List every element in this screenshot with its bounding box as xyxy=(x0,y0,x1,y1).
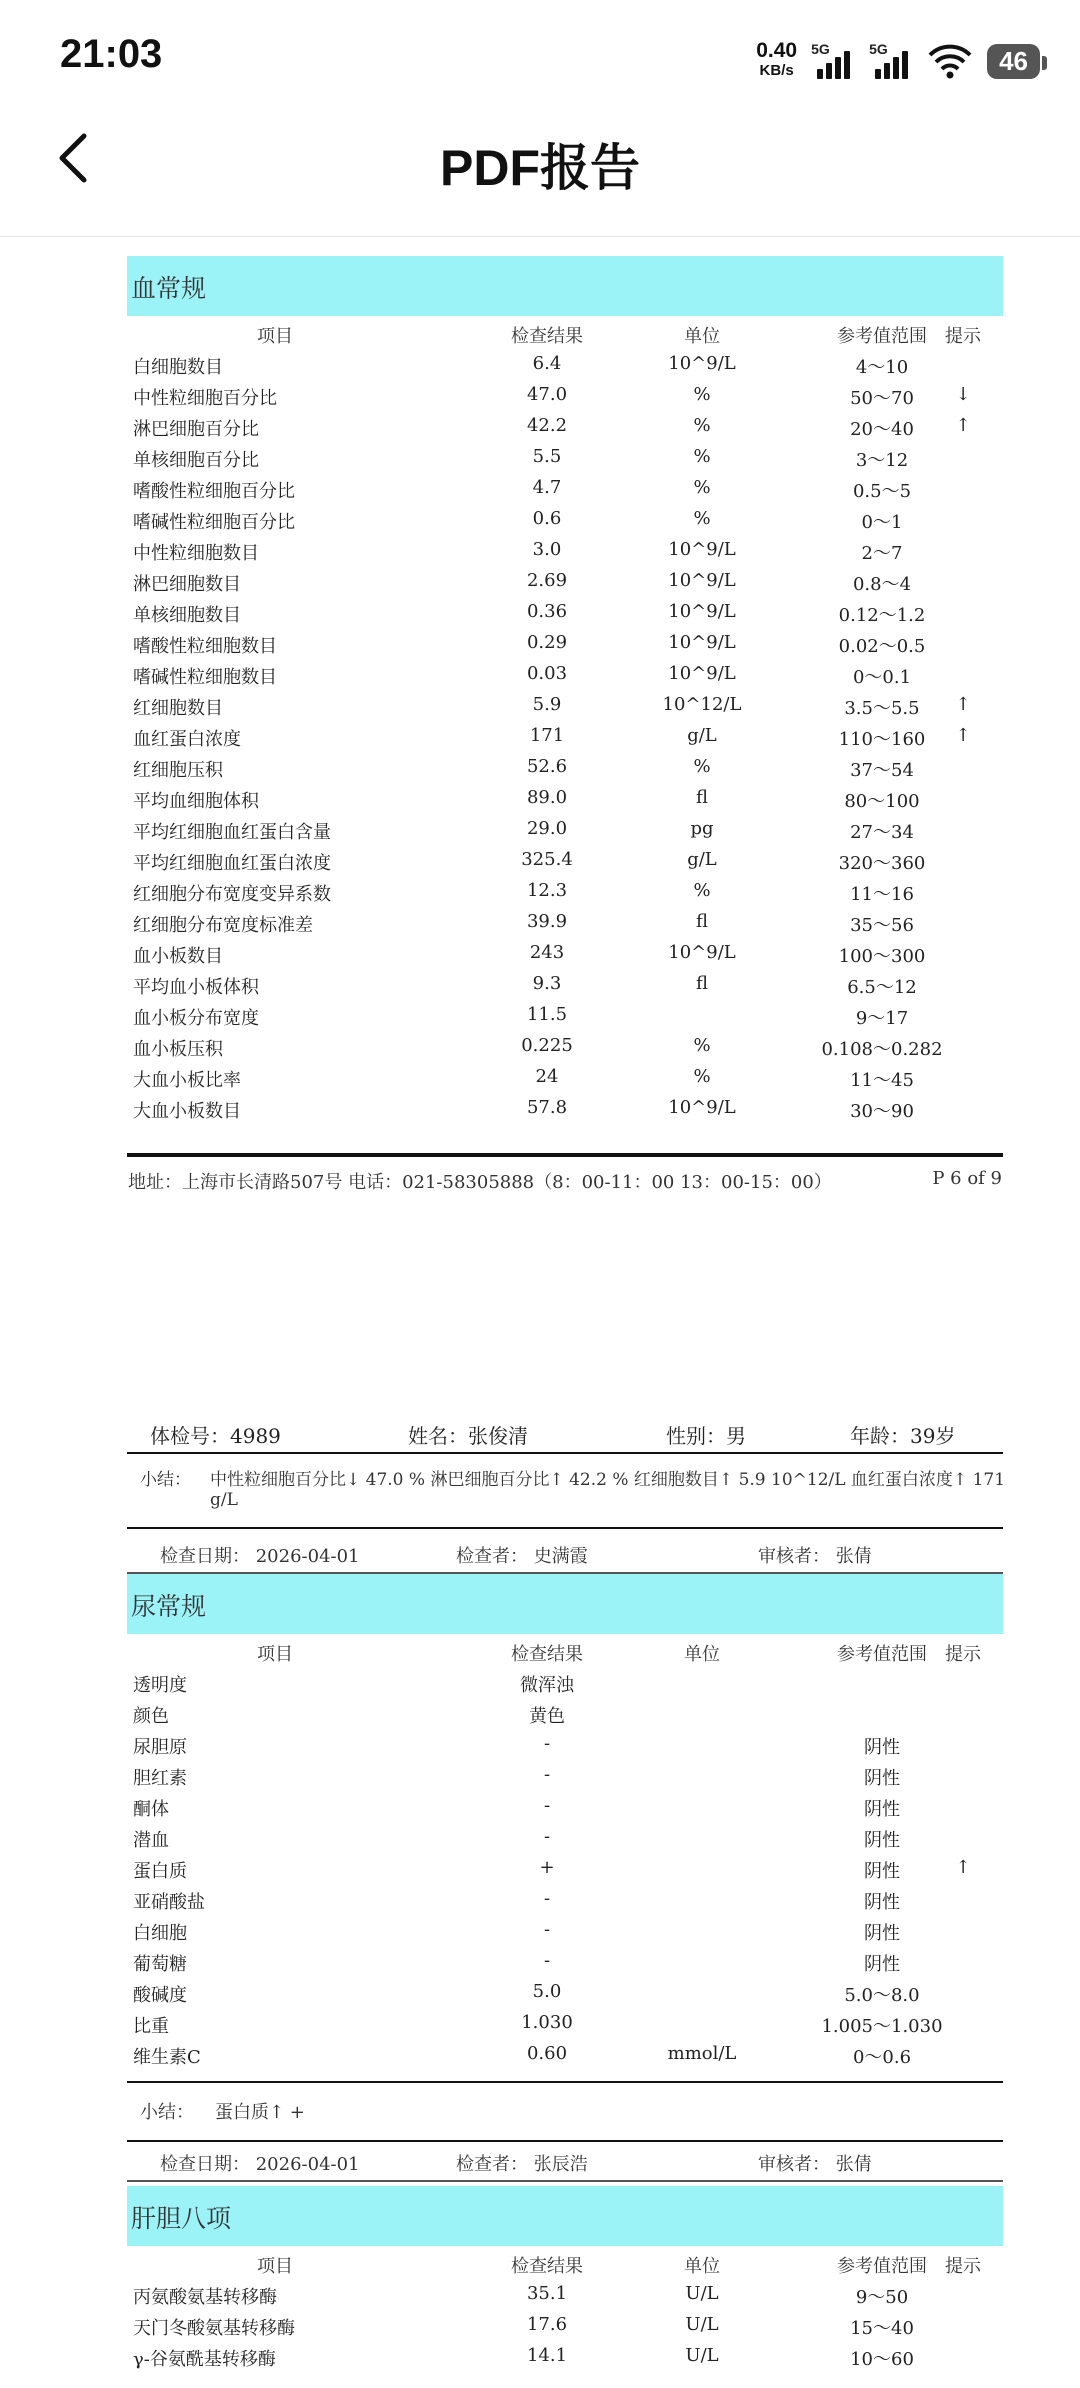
sim1-label: 5G xyxy=(811,41,830,57)
item-flag: ↑ xyxy=(955,415,971,436)
item-ref: 110～160 xyxy=(838,729,926,750)
item-name: 蛋白质 xyxy=(133,1861,187,1882)
item-unit: U/L xyxy=(685,2283,719,2304)
urine-table xyxy=(127,1634,1003,2068)
net-speed-value: 0.40 xyxy=(756,39,798,62)
item-flag: ↑ xyxy=(955,725,971,746)
item-ref: 阴性 xyxy=(864,1799,900,1820)
table-row xyxy=(127,1029,1003,1060)
item-result: 57.8 xyxy=(526,1097,568,1118)
item-name: 亚硝酸盐 xyxy=(133,1892,205,1913)
item-result: 6.4 xyxy=(532,353,562,374)
item-ref: 20～40 xyxy=(850,419,914,440)
item-result: 29.0 xyxy=(526,818,568,839)
exam-date: 检查日期： 2026-04-01 xyxy=(160,1546,360,1567)
item-result: 9.3 xyxy=(532,973,562,994)
item-name: 中性粒细胞百分比 xyxy=(133,388,277,409)
table-row xyxy=(127,347,1003,378)
item-ref: 3.5～5.5 xyxy=(844,698,920,719)
summary-label: 小结： xyxy=(140,2102,194,2123)
col-ref: 参考值范围 xyxy=(837,2256,927,2277)
divider xyxy=(127,1527,1003,1529)
summary-blood xyxy=(140,1470,1006,1514)
item-name: 天门冬酸氨基转移酶 xyxy=(133,2318,295,2339)
item-ref: 6.5～12 xyxy=(847,977,917,998)
table-row xyxy=(127,626,1003,657)
item-ref: 阴性 xyxy=(864,1954,900,1975)
item-result: - xyxy=(543,1950,551,1971)
table-row xyxy=(127,1913,1003,1944)
table-row xyxy=(127,967,1003,998)
item-ref: 阴性 xyxy=(864,1861,900,1882)
col-result: 检查结果 xyxy=(511,1644,583,1665)
item-result: 39.9 xyxy=(526,911,568,932)
item-name: 嗜碱性粒细胞百分比 xyxy=(133,512,295,533)
item-name: 血红蛋白浓度 xyxy=(133,729,241,750)
table-row xyxy=(127,440,1003,471)
divider xyxy=(127,2180,1003,2182)
table-row xyxy=(127,1060,1003,1091)
section-title: 肝胆八项 xyxy=(131,2204,232,2233)
item-name: 酮体 xyxy=(133,1799,169,1820)
page-footer xyxy=(128,1168,1002,1194)
item-ref: 0～0.6 xyxy=(852,2047,912,2068)
table-row xyxy=(127,1727,1003,1758)
item-ref: 阴性 xyxy=(864,1768,900,1789)
item-result: 0.03 xyxy=(526,663,568,684)
table-row xyxy=(127,2339,1003,2370)
item-unit: 10^9/L xyxy=(668,1097,736,1118)
app-bar xyxy=(0,118,1080,237)
item-ref: 11～45 xyxy=(850,1070,914,1091)
item-result: 35.1 xyxy=(526,2283,568,2304)
item-unit: fl xyxy=(695,973,708,994)
section-header-liver xyxy=(127,2186,1003,2246)
item-result: - xyxy=(543,1919,551,1940)
item-name: 红细胞分布宽度标准差 xyxy=(133,915,313,936)
item-ref: 27～34 xyxy=(850,822,914,843)
item-ref: 15～40 xyxy=(850,2318,914,2339)
patient-name: 姓名：张俊清 xyxy=(408,1424,528,1448)
divider xyxy=(127,2140,1003,2142)
item-result: - xyxy=(543,1795,551,1816)
item-ref: 11～16 xyxy=(850,884,914,905)
item-result: 47.0 xyxy=(526,384,568,405)
item-name: 淋巴细胞数目 xyxy=(133,574,241,595)
table-row xyxy=(127,874,1003,905)
table-row xyxy=(127,595,1003,626)
col-ref: 参考值范围 xyxy=(837,1644,927,1665)
item-ref: 50～70 xyxy=(850,388,914,409)
col-result: 检查结果 xyxy=(511,326,583,347)
item-name: 血小板分布宽度 xyxy=(133,1008,259,1029)
table-row xyxy=(127,1091,1003,1122)
item-name: 维生素C xyxy=(133,2047,201,2068)
page-title: PDF报告 xyxy=(440,140,640,196)
item-unit: 10^9/L xyxy=(668,942,736,963)
item-name: 大血小板比率 xyxy=(133,1070,241,1091)
exam-date: 检查日期： 2026-04-01 xyxy=(160,2154,360,2175)
item-name: 比重 xyxy=(133,2016,169,2037)
col-unit: 单位 xyxy=(684,2256,720,2277)
table-row xyxy=(127,1882,1003,1913)
sim2-label: 5G xyxy=(869,41,888,57)
table-row xyxy=(127,1789,1003,1820)
item-ref: 3～12 xyxy=(855,450,909,471)
examiner: 检查者： 张辰浩 xyxy=(456,2154,588,2175)
table-row xyxy=(127,471,1003,502)
section-title: 尿常规 xyxy=(131,1592,207,1621)
table-row xyxy=(127,1944,1003,1975)
table-row xyxy=(127,905,1003,936)
table-row xyxy=(127,781,1003,812)
item-unit: 10^9/L xyxy=(668,353,736,374)
item-result: + xyxy=(539,1857,555,1878)
summary-label: 小结： xyxy=(140,1470,191,1490)
item-result: 4.7 xyxy=(532,477,562,498)
item-unit: 10^9/L xyxy=(668,570,736,591)
item-name: 平均血小板体积 xyxy=(133,977,259,998)
table-row xyxy=(127,936,1003,967)
item-ref: 9～17 xyxy=(855,1008,909,1029)
item-unit: g/L xyxy=(687,725,717,746)
clock: 21:03 xyxy=(60,32,163,76)
item-result: 14.1 xyxy=(526,2345,568,2366)
section-header-blood xyxy=(127,256,1003,316)
item-ref: 320～360 xyxy=(838,853,926,874)
status-bar xyxy=(0,0,1080,118)
item-name: 单核细胞百分比 xyxy=(133,450,259,471)
item-unit: 10^9/L xyxy=(668,663,736,684)
item-unit: U/L xyxy=(685,2345,719,2366)
item-name: 潜血 xyxy=(133,1830,169,1851)
item-name: 嗜酸性粒细胞数目 xyxy=(133,636,277,657)
item-unit: % xyxy=(693,1035,711,1056)
item-result: 171 xyxy=(529,725,565,746)
item-name: 平均血细胞体积 xyxy=(133,791,259,812)
col-flag: 提示 xyxy=(945,2256,981,2277)
item-name: 透明度 xyxy=(133,1675,187,1696)
page-divider xyxy=(127,1153,1003,1157)
item-ref: 9～50 xyxy=(855,2287,909,2308)
item-name: 单核细胞数目 xyxy=(133,605,241,626)
table-row xyxy=(127,1851,1003,1882)
item-ref: 30～90 xyxy=(850,1101,914,1122)
item-unit: % xyxy=(693,384,711,405)
item-name: 红细胞压积 xyxy=(133,760,223,781)
battery-icon xyxy=(987,44,1040,79)
item-result: 52.6 xyxy=(526,756,568,777)
item-name: 红细胞数目 xyxy=(133,698,223,719)
wifi-icon xyxy=(927,43,973,79)
col-flag: 提示 xyxy=(945,326,981,347)
item-unit: U/L xyxy=(685,2314,719,2335)
liver-table xyxy=(127,2246,1003,2370)
item-result: 微浑浊 xyxy=(520,1675,574,1696)
summary-text: 中性粒细胞百分比↓ 47.0 % 淋巴细胞百分比↑ 42.2 % 红细胞数目↑ 5.9 10^12/L 血红蛋白浓度↑ 171 g/L xyxy=(210,1470,1006,1510)
item-name: 尿胆原 xyxy=(133,1737,187,1758)
item-name: 酸碱度 xyxy=(133,1985,187,2006)
pdf-document[interactable] xyxy=(0,236,1080,2388)
item-ref: 0.5～5 xyxy=(852,481,912,502)
item-result: 17.6 xyxy=(526,2314,568,2335)
item-unit: 10^9/L xyxy=(668,539,736,560)
item-name: 大血小板数目 xyxy=(133,1101,241,1122)
col-result: 检查结果 xyxy=(511,2256,583,2277)
item-unit: % xyxy=(693,880,711,901)
item-unit: 10^9/L xyxy=(668,632,736,653)
footer-address: 地址：上海市长清路507号 电话：021-58305888（8：00-11：00 13：00-15：00） xyxy=(128,1172,832,1193)
table-row xyxy=(127,378,1003,409)
item-result: 325.4 xyxy=(521,849,573,870)
item-ref: 2～7 xyxy=(861,543,903,564)
item-flag: ↑ xyxy=(955,1857,971,1878)
table-row xyxy=(127,843,1003,874)
item-result: 0.225 xyxy=(521,1035,573,1056)
item-name: 嗜酸性粒细胞百分比 xyxy=(133,481,295,502)
item-ref: 阴性 xyxy=(864,1892,900,1913)
item-result: 3.0 xyxy=(532,539,562,560)
item-unit: % xyxy=(693,1066,711,1087)
item-result: - xyxy=(543,1733,551,1754)
section-title: 血常规 xyxy=(131,274,207,303)
table-row xyxy=(127,1665,1003,1696)
item-result: - xyxy=(543,1764,551,1785)
item-ref: 0～1 xyxy=(861,512,903,533)
net-speed xyxy=(756,41,797,81)
patient-sex: 性别：男 xyxy=(666,1424,746,1448)
item-result: 89.0 xyxy=(526,787,568,808)
item-unit: 10^9/L xyxy=(668,601,736,622)
table-header xyxy=(127,1634,1003,1665)
divider xyxy=(127,2081,1003,2083)
item-result: 1.030 xyxy=(521,2012,573,2033)
item-ref: 35～56 xyxy=(850,915,914,936)
col-unit: 单位 xyxy=(684,326,720,347)
page-number: P 6 of 9 xyxy=(932,1168,1002,1189)
item-flag: ↓ xyxy=(955,384,971,405)
item-name: 平均红细胞血红蛋白含量 xyxy=(133,822,331,843)
patient-age: 年龄：39岁 xyxy=(850,1424,956,1448)
item-unit: % xyxy=(693,446,711,467)
item-ref: 100～300 xyxy=(838,946,926,967)
table-row xyxy=(127,688,1003,719)
item-result: 0.36 xyxy=(526,601,568,622)
table-row xyxy=(127,2277,1003,2308)
table-row xyxy=(127,1758,1003,1789)
item-name: 颜色 xyxy=(133,1706,169,1727)
col-unit: 单位 xyxy=(684,1644,720,1665)
item-result: 11.5 xyxy=(526,1004,568,1025)
item-result: 0.6 xyxy=(532,508,562,529)
item-ref: 0～0.1 xyxy=(852,667,912,688)
table-header xyxy=(127,2246,1003,2277)
item-ref: 10～60 xyxy=(850,2349,914,2370)
item-result: 黄色 xyxy=(529,1706,565,1727)
table-row xyxy=(127,2037,1003,2068)
item-ref: 4～10 xyxy=(855,357,909,378)
item-name: 血小板数目 xyxy=(133,946,223,967)
item-unit: pg xyxy=(690,818,714,839)
item-unit: fl xyxy=(695,911,708,932)
item-flag: ↑ xyxy=(955,694,971,715)
table-row xyxy=(127,1975,1003,2006)
col-flag: 提示 xyxy=(945,1644,981,1665)
divider xyxy=(127,1452,1003,1454)
item-ref: 5.0～8.0 xyxy=(844,1985,920,2006)
item-result: 24 xyxy=(535,1066,559,1087)
table-row xyxy=(127,2308,1003,2339)
item-ref: 阴性 xyxy=(864,1923,900,1944)
table-row xyxy=(127,502,1003,533)
table-row xyxy=(127,533,1003,564)
exam-id: 体检号：4989 xyxy=(150,1424,281,1448)
signal-icon xyxy=(869,43,913,79)
item-unit: % xyxy=(693,508,711,529)
item-unit: % xyxy=(693,477,711,498)
item-name: 葡萄糖 xyxy=(133,1954,187,1975)
item-ref: 阴性 xyxy=(864,1737,900,1758)
item-result: 243 xyxy=(529,942,565,963)
item-unit: g/L xyxy=(687,849,717,870)
item-name: 嗜碱性粒细胞数目 xyxy=(133,667,277,688)
item-result: 5.9 xyxy=(532,694,562,715)
item-ref: 80～100 xyxy=(844,791,920,812)
item-result: - xyxy=(543,1888,551,1909)
col-ref: 参考值范围 xyxy=(837,326,927,347)
item-result: 42.2 xyxy=(526,415,568,436)
table-row xyxy=(127,812,1003,843)
reviewer: 审核者： 张倩 xyxy=(758,1546,872,1567)
col-item: 项目 xyxy=(257,1644,293,1665)
item-name: 白细胞 xyxy=(133,1923,187,1944)
item-name: 白细胞数目 xyxy=(133,357,223,378)
item-unit: mmol/L xyxy=(667,2043,737,2064)
table-row xyxy=(127,1820,1003,1851)
item-result: 2.69 xyxy=(526,570,568,591)
col-item: 项目 xyxy=(257,2256,293,2277)
item-name: 淋巴细胞百分比 xyxy=(133,419,259,440)
col-item: 项目 xyxy=(257,326,293,347)
item-name: 血小板压积 xyxy=(133,1039,223,1060)
item-unit: % xyxy=(693,415,711,436)
item-result: 0.29 xyxy=(526,632,568,653)
table-header xyxy=(127,316,1003,347)
table-row xyxy=(127,564,1003,595)
item-name: 红细胞分布宽度变异系数 xyxy=(133,884,331,905)
table-row xyxy=(127,719,1003,750)
item-name: 丙氨酸氨基转移酶 xyxy=(133,2287,277,2308)
item-result: 5.0 xyxy=(532,1981,562,2002)
item-ref: 0.108～0.282 xyxy=(821,1039,943,1060)
item-ref: 0.8～4 xyxy=(852,574,912,595)
item-result: 0.60 xyxy=(526,2043,568,2064)
table-row xyxy=(127,409,1003,440)
item-name: γ-谷氨酰基转移酶 xyxy=(133,2349,276,2370)
item-unit: % xyxy=(693,756,711,777)
item-ref: 阴性 xyxy=(864,1830,900,1851)
item-result: 12.3 xyxy=(526,880,568,901)
blood-table xyxy=(127,316,1003,1122)
item-ref: 1.005～1.030 xyxy=(821,2016,943,2037)
table-row xyxy=(127,657,1003,688)
item-ref: 0.12～1.2 xyxy=(838,605,926,626)
item-name: 胆红素 xyxy=(133,1768,187,1789)
reviewer: 审核者： 张倩 xyxy=(758,2154,872,2175)
item-unit: 10^12/L xyxy=(662,694,742,715)
item-result: - xyxy=(543,1826,551,1847)
item-name: 中性粒细胞数目 xyxy=(133,543,259,564)
section-header-urine xyxy=(127,1574,1003,1634)
table-row xyxy=(127,750,1003,781)
item-ref: 0.02～0.5 xyxy=(838,636,926,657)
item-unit: fl xyxy=(695,787,708,808)
item-ref: 37～54 xyxy=(850,760,914,781)
examiner: 检查者： 史满霞 xyxy=(456,1546,588,1567)
summary-text: 蛋白质↑ + xyxy=(215,2102,305,2123)
signal-icon xyxy=(811,43,855,79)
table-row xyxy=(127,2006,1003,2037)
item-result: 5.5 xyxy=(532,446,562,467)
table-row xyxy=(127,1696,1003,1727)
item-name: 平均红细胞血红蛋白浓度 xyxy=(133,853,331,874)
battery-level: 46 xyxy=(999,45,1028,76)
net-speed-unit: KB/s xyxy=(759,62,794,79)
table-row xyxy=(127,998,1003,1029)
